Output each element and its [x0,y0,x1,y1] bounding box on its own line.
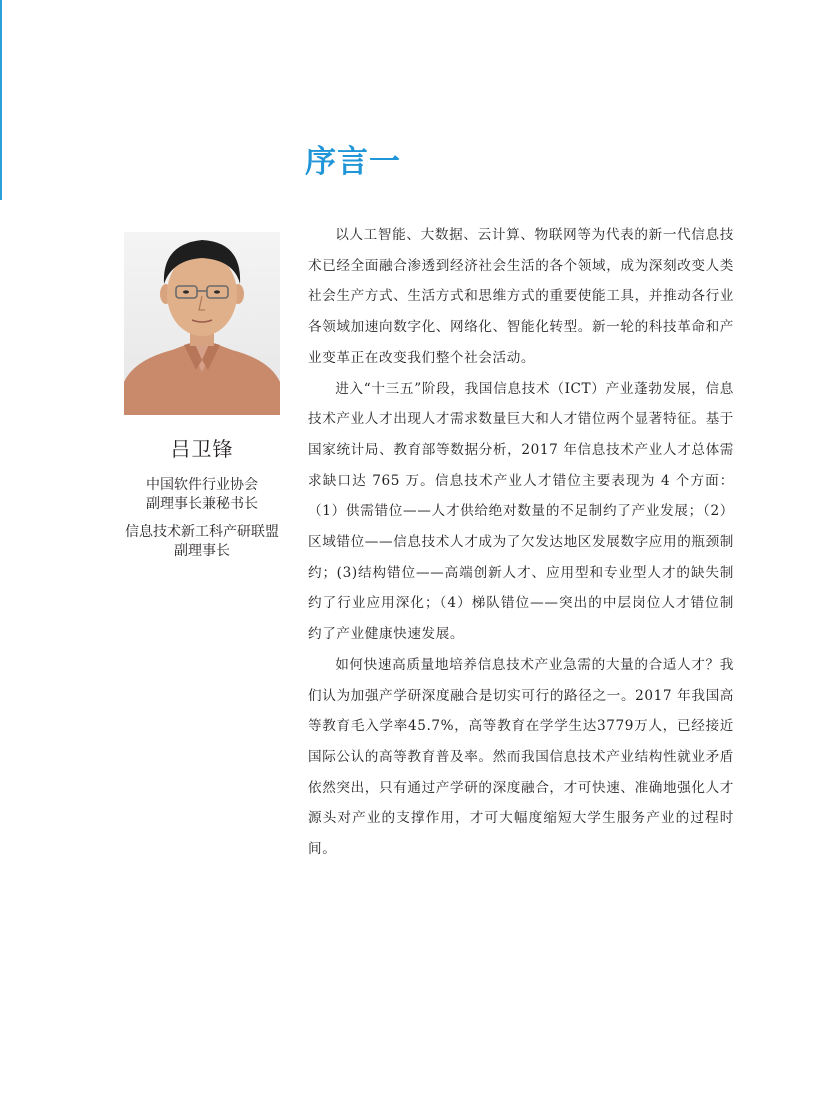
page-title: 序言一 [305,144,401,180]
paragraph-1: 以人工智能、大数据、云计算、物联网等为代表的新一代信息技术已经全面融合渗透到经济社会生活的各个领域，成为深刻改变人类社会生产方式、生活方式和思维方式的重要使能工具，并推动各行业各领域加速向数字化、网络化、智能化转型。新一轮的科技革命和产业变革正在改变我们整个社会活动。 [308,227,734,366]
author-position-1-line-2: 副理事长兼秘书长 [146,496,258,512]
author-name: 吕卫锋 [170,437,234,461]
author-position-2-line-2: 副理事长 [174,543,230,559]
author-position-1-line-1: 中国软件行业协会 [146,477,258,493]
preface-body [308,220,734,865]
paragraph-3: 如何快速高质量地培养信息技术产业急需的大量的合适人才？我们认为加强产学研深度融合是切实可行的路径之一。2017 年我国高等教育毛入学率45.7%，高等教育在学学生达3779万人，已经接近国际公认的高等教育普及率。然而我国信息技术产业结构性就业矛盾依然突出，只有通过产学研的深度融合，才可快速、准确地强化人才源头对产业的支撑作用，才可大幅度缩短大学生服务产业的过程时间。 [308,656,734,858]
paragraph-2: 进入“十三五”阶段，我国信息技术（ICT）产业蓬勃发展，信息技术产业人才出现人才需求数量巨大和人才错位两个显著特征。基于国家统计局、教育部等数据分析，2017 年信息技术产业人才总体需求缺口达 765 万。信息技术产业人才错位主要表现为 4 个方面：（1）供需错位——人才供给绝对数量的不足制约了产业发展；（2）区域错位——信息技术人才成为了欠发达地区发展数字应用的瓶颈制约；(3)结构错位——高端创新人才、应用型和专业型人才的缺失制约了行业应用深化；（4）梯队错位——突出的中层岗位人才错位制约了产业健康快速发展。 [308,380,734,643]
author-position-2-line-1: 信息技术新工科产研联盟 [125,524,279,540]
author-portrait [124,232,280,415]
author-position-1 [114,476,290,514]
author-position-2 [114,523,290,561]
author-sidebar [114,232,290,561]
page-edge-line [0,0,2,200]
